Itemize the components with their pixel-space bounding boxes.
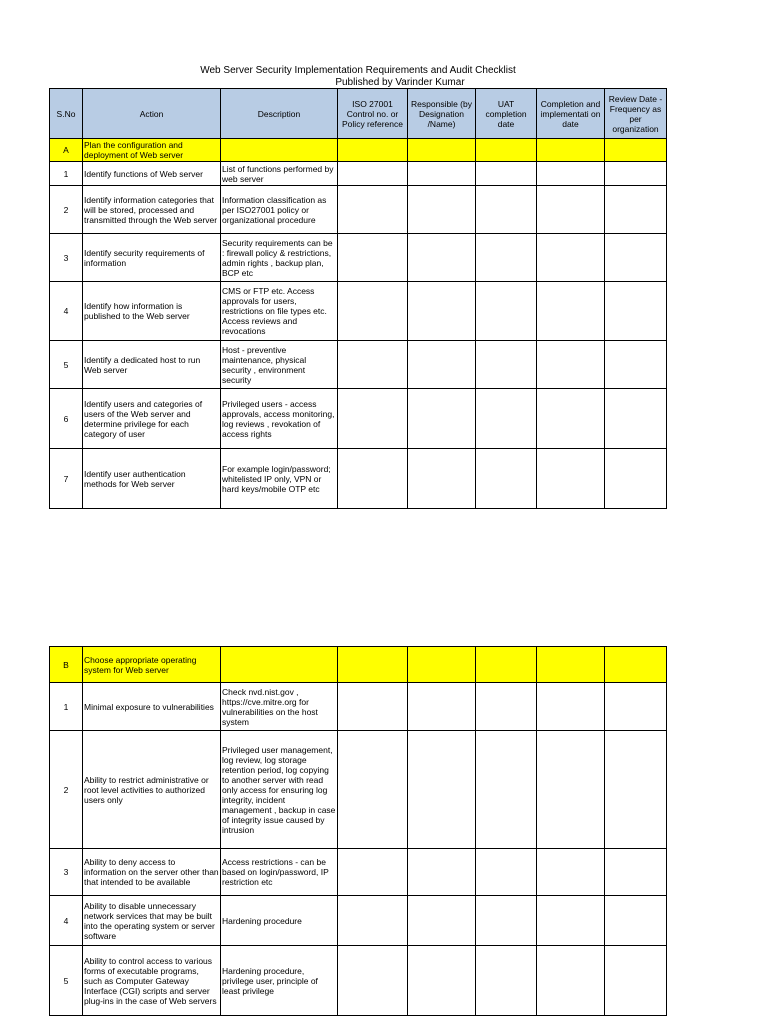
row-description: Hardening procedure xyxy=(221,896,338,946)
row-description: CMS or FTP etc. Access approvals for users, restrictions on file types etc. Access reviews and revocations xyxy=(221,282,338,341)
row-sno: 3 xyxy=(50,234,83,282)
row-action: Ability to restrict administrative or root level activities to authorized users only xyxy=(83,731,221,849)
column-header-action: Action xyxy=(83,89,221,139)
table-row xyxy=(50,731,667,849)
row-description: Host - preventive maintenance, physical security , environment security xyxy=(221,341,338,389)
section-title: Plan the configuration and deployment of Web server xyxy=(83,139,221,162)
table-row xyxy=(50,946,667,1016)
row-sno: 1 xyxy=(50,683,83,731)
column-header-completion-date: Completion and implementati on date xyxy=(537,89,605,139)
row-sno: 4 xyxy=(50,282,83,341)
row-action: Identify security requirements of information xyxy=(83,234,221,282)
row-sno: 7 xyxy=(50,449,83,509)
table-row xyxy=(50,162,667,186)
row-action: Identify a dedicated host to run Web server xyxy=(83,341,221,389)
column-header-iso-control: ISO 27001 Control no. or Policy reference xyxy=(338,89,408,139)
table-row xyxy=(50,849,667,896)
row-sno: 5 xyxy=(50,946,83,1016)
row-sno: 2 xyxy=(50,186,83,234)
section-row xyxy=(50,647,667,683)
row-description: Privileged user management, log review, log storage retention period, log copying to another server with read only access for ensuring log integrity, incident management , backup in case of integrity issue caused by intrusion xyxy=(221,731,338,849)
row-sno: 5 xyxy=(50,341,83,389)
column-header-responsible: Responsible (by Designation /Name) xyxy=(408,89,476,139)
column-header-sno: S.No xyxy=(50,89,83,139)
table-row xyxy=(50,389,667,449)
row-action: Ability to control access to various forms of executable programs, such as Computer Gateway Interface (CGI) scripts and server plug-ins in the case of Web servers xyxy=(83,946,221,1016)
row-description: Hardening procedure, privilege user, principle of least privilege xyxy=(221,946,338,1016)
row-sno: 2 xyxy=(50,731,83,849)
row-action: Identify how information is published to the Web server xyxy=(83,282,221,341)
table-row xyxy=(50,449,667,509)
section-row xyxy=(50,139,667,162)
row-description: Privileged users - access approvals, access monitoring, log reviews , revokation of access rights xyxy=(221,389,338,449)
column-header-uat-date: UAT completion date xyxy=(476,89,537,139)
column-header-description: Description xyxy=(221,89,338,139)
row-sno: 4 xyxy=(50,896,83,946)
table-row xyxy=(50,896,667,946)
document-subtitle: Published by Varinder Kumar xyxy=(335,77,465,88)
table-row xyxy=(50,341,667,389)
table-row xyxy=(50,282,667,341)
row-description: Security requirements can be : firewall policy & restrictions, admin rights , backup plan, BCP etc xyxy=(221,234,338,282)
row-description: Information classification as per ISO27001 policy or organizational procedure xyxy=(221,186,338,234)
row-action: Minimal exposure to vulnerabilities xyxy=(83,683,221,731)
row-action: Identify functions of Web server xyxy=(83,162,221,186)
section-id: A xyxy=(50,139,83,162)
checklist-table-section-a xyxy=(49,88,667,509)
row-description: Access restrictions - can be based on login/password, IP restriction etc xyxy=(221,849,338,896)
document-title: Web Server Security Implementation Requirements and Audit Checklist xyxy=(200,65,516,76)
row-description: For example login/password; whitelisted IP only, VPN or hard keys/mobile OTP etc xyxy=(221,449,338,509)
table-row xyxy=(50,234,667,282)
header-row xyxy=(50,89,667,139)
row-action: Ability to disable unnecessary network services that may be built into the operating system or server software xyxy=(83,896,221,946)
table-row xyxy=(50,186,667,234)
row-action: Identify users and categories of users of the Web server and determine privilege for each category of user xyxy=(83,389,221,449)
row-sno: 3 xyxy=(50,849,83,896)
row-action: Ability to deny access to information on the server other than that intended to be available xyxy=(83,849,221,896)
section-id: B xyxy=(50,647,83,683)
row-sno: 1 xyxy=(50,162,83,186)
row-description: Check nvd.nist.gov , https://cve.mitre.org for vulnerabilities on the host system xyxy=(221,683,338,731)
row-action: Identify user authentication methods for Web server xyxy=(83,449,221,509)
section-title: Choose appropriate operating system for Web server xyxy=(83,647,221,683)
table-row xyxy=(50,683,667,731)
row-sno: 6 xyxy=(50,389,83,449)
row-description: List of functions performed by web server xyxy=(221,162,338,186)
column-header-review-date: Review Date - Frequency as per organization xyxy=(605,89,667,139)
checklist-table-section-b xyxy=(49,646,667,1016)
row-action: Identify information categories that will be stored, processed and transmitted through the Web server xyxy=(83,186,221,234)
